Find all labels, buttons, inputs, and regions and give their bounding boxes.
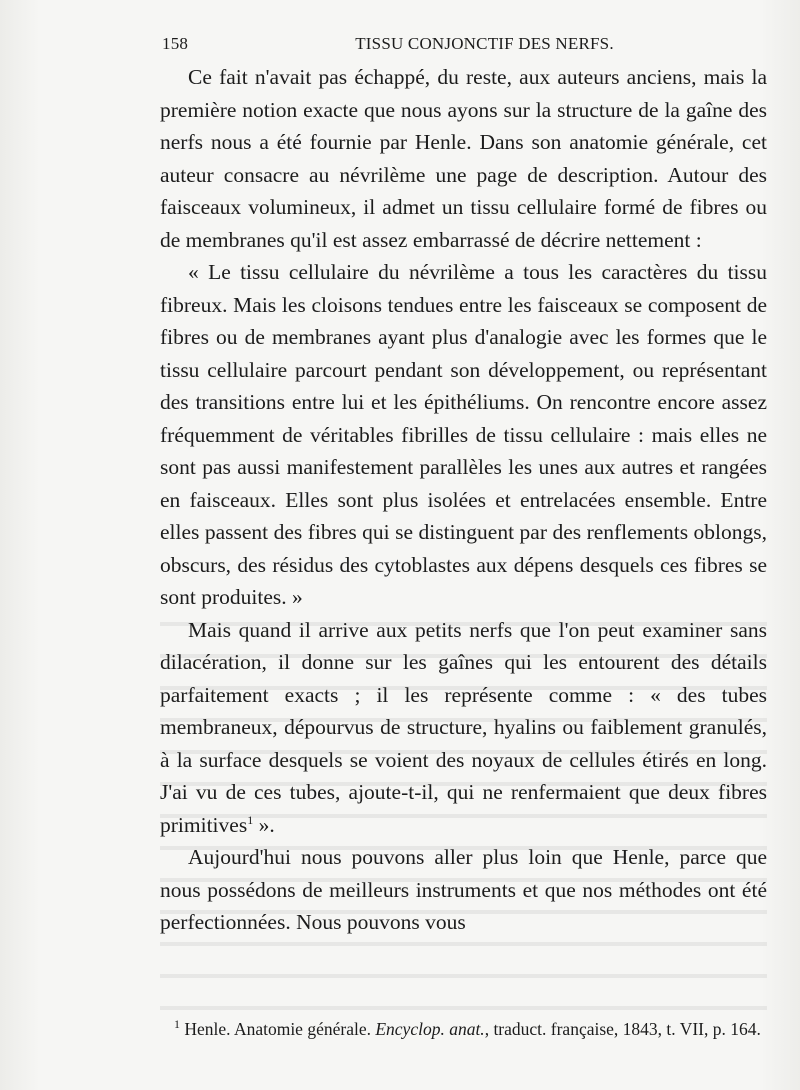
body-text	[160, 61, 767, 939]
paragraph-1: Ce fait n'avait pas échappé, du reste, aux auteurs anciens, mais la première notion exacte que nous ayons sur la structure de la gaîne des nerfs nous a été fournie par Henle. Dans son anatomie générale, cet auteur consacre au névrilème une page de description. Autour des faisceaux volumineux, il admet un tissu cellulaire formé de fibres ou de membranes qu'il est assez embarrassé de décrire nettement :	[160, 65, 767, 252]
footnote	[160, 1018, 767, 1041]
footnote-reference: 1	[247, 812, 254, 827]
footnote-marker: 1	[174, 1017, 180, 1032]
paragraph-3-text: Mais quand il arrive aux petits nerfs que l'on peut examiner sans dilacération, il donne sur les gaînes qui les entourent des détails parfaitement exacts ; il les représente comme : « des tubes membraneux, dépourvus de structure, hyalins ou faiblement granulés, à la surface desquels se voient des noyaux de cellules étirés en long. J'ai vu de ces tubes, ajoute-t-il, qui ne renfermaient que deux fibres primitives	[160, 617, 767, 837]
paragraph-3	[160, 614, 767, 842]
paragraph-3-end: ».	[253, 812, 275, 837]
page-number: 158	[162, 34, 189, 53]
paragraph-4: Aujourd'hui nous pouvons aller plus loin que Henle, parce que nous possédons de meilleurs instruments et que nos méthodes ont été perfectionnées. Nous pouvons vous	[160, 845, 767, 934]
page-header	[162, 34, 767, 58]
footnote-text-a: Henle. Anatomie générale.	[180, 1019, 376, 1039]
footnote-italic-title: Encyclop. anat.	[375, 1019, 485, 1039]
running-title: TISSU CONJONCTIF DES NERFS.	[355, 34, 614, 53]
paragraph-2-quotation: « Le tissu cellulaire du névrilème a tous les caractères du tissu fibreux. Mais les cloisons tendues entre les faisceaux se composent de fibres ou de membranes ayant plus d'analogie avec les formes que le tissu cellulaire parcourt pendant son développement, ou représentant des transitions entre lui et les épithéliums. On rencontre encore assez fréquemment de véritables fibrilles de tissu cellulaire : mais elles ne sont pas aussi manifestement parallèles les unes aux autres et rangées en faisceaux. Elles sont plus isolées et entrelacées ensemble. Entre elles passent des fibres qui se distinguent par des renflements oblongs, obscurs, des résidus des cytoblastes aux dépens desquels ces fibres se sont produites. »	[160, 260, 767, 609]
footnote-text-b: , traduct. française, 1843, t. VII, p. 164.	[484, 1019, 761, 1039]
